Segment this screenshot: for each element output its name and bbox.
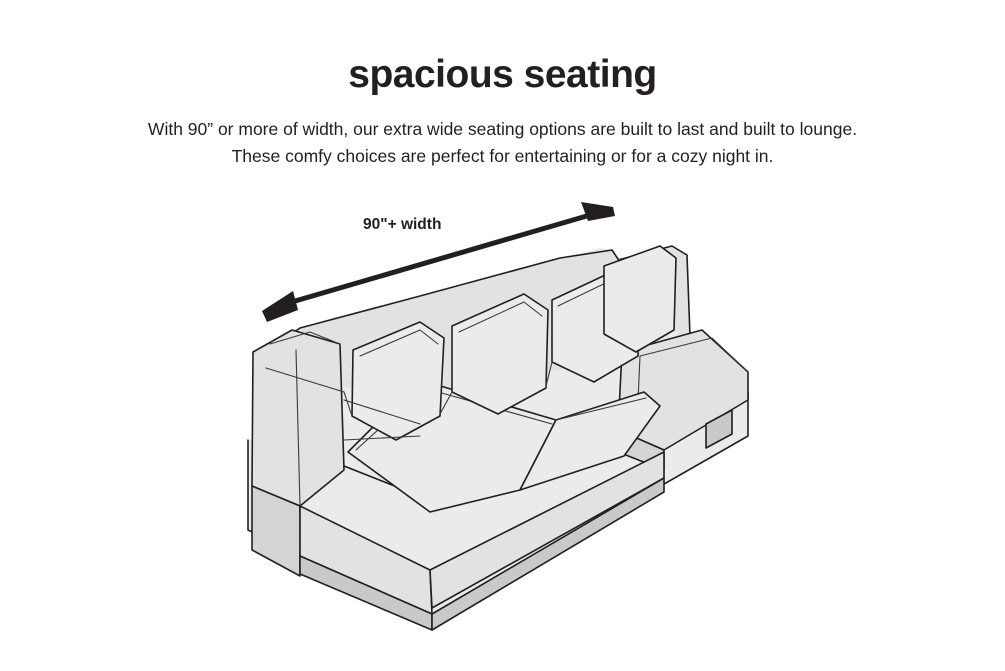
description-line-1: With 90” or more of width, our extra wide seating options are built to last and built to lounge. bbox=[147, 119, 858, 139]
page-title: spacious seating bbox=[348, 53, 657, 96]
sofa-body bbox=[248, 246, 748, 630]
description-line-2: These comfy choices are perfect for entertaining or for a cozy night in. bbox=[231, 146, 774, 166]
width-dimension-label: 90"+ width bbox=[363, 216, 442, 233]
